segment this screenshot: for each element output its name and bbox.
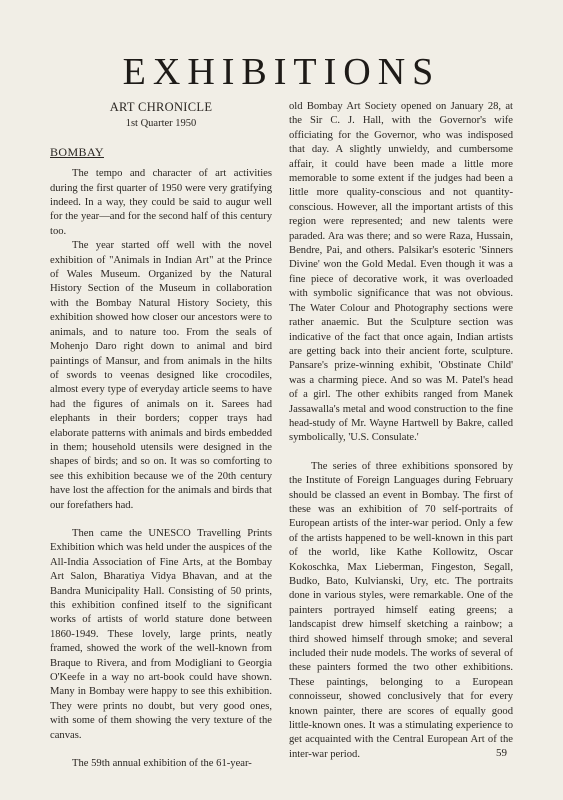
paragraph-art-society-start: The 59th annual exhibition of the 61-year- (72, 758, 252, 770)
paragraph-foreign-languages: The series of three exhibitions sponsored by the Institute of Foreign Languages during February should be classed an event in Bombay. The first of these was an exhibition of 70 self-portraits of European artists of the inter-war period. Only a few of the artists happened to be well-known in this part of the world, like Kathe Kollowitz, Oscar Kokoschka, Max Lieberman, Fingeston, Segall, Budko, Bato, Kulvianski, Ury, etc. The portraits done in various styles, were remarkable. One of the painters portrayed himself eating greens; a landscapist drew himself sketching a rainbow; a third showed himself through smoke; and several included their nude models. The works of several of these painters formed the two other exhibitions. These paintings, belonging to a European connoisseur, showed conclusively that for every known painter, there are scores of equally good little-known ones. It was a stimulating experience to get acquainted with the Central European Art of the inter-war period. (289, 460, 513, 760)
left-column (50, 100, 272, 771)
page-title: EXHIBITIONS (122, 51, 441, 93)
section-heading-bombay: BOMBAY (50, 144, 104, 159)
chronicle-subtitle: 1st Quarter 1950 (125, 118, 197, 130)
chronicle-title: ART CHRONICLE (109, 100, 213, 114)
paragraph-art-society: old Bombay Art Society opened on January 28, at the Sir C. J. Hall, with the Governor's wife officiating for the Governor, who was indisposed that day. A slightly unwieldy, and cumbersome affair, it could have been made a little more memorable to some extent if the judges had been a little more quality-conscious and not quantity-conscious. However, all the important artists of this region were represented; and new talents were paraded. Ara was there; and so were Raza, Hussain, Bendre, Pai, and others. Palsikar's esoteric 'Sinners Divine' won the Gold Medal. Even though it was a fine piece of decorative work, it was overloaded with symbolic significance that was not obvious. The Water Colour and Photography sections were rather anaemic. But the Sculpture section was indicative of the fact that once again, Indian artists are getting back into their ancient forte, sculpture. Pansare's prize-winning exhibit, 'Obstinate Child' was a charming piece. And so was M. Patel's head of a girl. The other exhibits ranged from Manek Jassawalla's metal and wood construction to the fine head-study of Mr. Wayne Hartwell by Bakre, called symbolically, 'U.S. Consulate.' (289, 101, 513, 444)
paragraph-intro: The tempo and character of art activities during the first quarter of 1950 were very gratifying indeed. In a way, they could be said to augur well for the year—and for the second half of this century too. (50, 168, 272, 237)
page-number: 59 (496, 747, 507, 759)
paragraph-animals-exhibition: The year started off well with the novel exhibition of "Animals in Indian Art" at the Prince of Wales Museum. Organized by the Natural History Section of the Museum in collaboration with the Bombay Natural History Society, this exhibition showed how closer our ancestors were to animals, and to nature too. From the seals of Mohenjo Daro right down to animal and bird paintings of Mansur, and from animals in the hilts of swords to veenas designed like crocodiles, almost every type of everyday article seems to have had the figures of animals on it. Sarees had elephants in their borders; copper trays had elaborate patterns with animals and birds embedded in them; household utensils were designed in the shapes of birds; and so on. It was so comforting to see this exhibition because we of the 20th century have lost the affection for the animals and birds that our forefathers had. (50, 240, 272, 511)
right-column (289, 100, 513, 762)
paragraph-unesco-prints: Then came the UNESCO Travelling Prints Exhibition which was held under the auspices of the All-India Association of Fine Arts, at the Bombay Art Salon, Bharatiya Vidya Bhavan, and at the Bandra Municipality Hall. Consisting of 50 prints, this exhibition confined itself to the significant works of artists of world stature done between 1860-1949. These lovely, large prints, neatly framed, showed the work of the well-known from Braque to Rivera, and from Modigliani to Georgia O'Keefe in a way no art-book could have shown. Many in Bombay were happy to see this exhibition. They were prints no doubt, but very good ones, with some of them showing the very texture of the canvas. (50, 527, 272, 741)
